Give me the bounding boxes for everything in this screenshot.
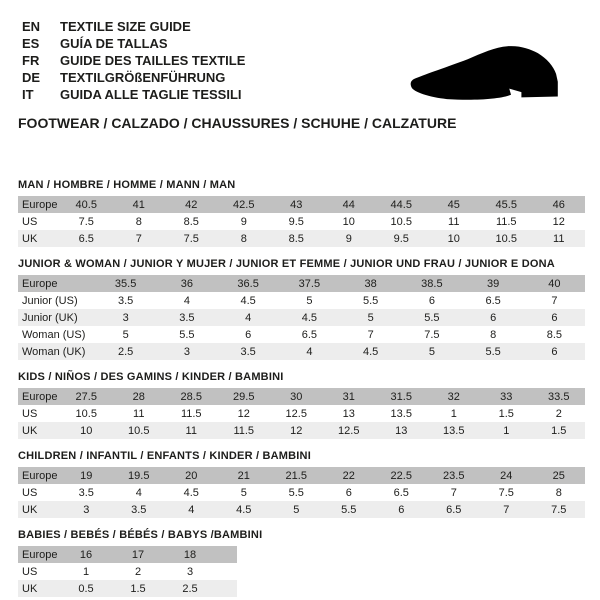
size-cell: 6: [345, 486, 352, 499]
table-row: [18, 292, 585, 309]
table-row: [18, 275, 585, 292]
size-cell: 9.5: [375, 230, 428, 247]
size-cell: 9.5: [288, 215, 304, 228]
size-cell: 28.5: [165, 388, 218, 405]
size-cell: 4: [218, 309, 279, 326]
language-code: DE: [22, 70, 41, 85]
language-label: GUIDE DES TAILLES TEXTILE: [60, 53, 246, 68]
table-row: [18, 230, 585, 247]
table-row: [18, 213, 585, 230]
size-cell: 3.5: [117, 294, 134, 307]
size-cell: 13.5: [390, 407, 412, 420]
size-cell: 1: [450, 407, 457, 420]
size-cell: 12.5: [285, 407, 307, 420]
table-row: [18, 196, 585, 213]
table-row: [18, 484, 585, 501]
size-cell: 4.5: [240, 294, 256, 307]
size-cell: 8.5: [546, 328, 563, 341]
size-cell: 10: [60, 422, 113, 439]
size-cell: 39: [463, 275, 524, 292]
size-cell: 6.5: [60, 230, 113, 247]
row-label: Woman (UK): [18, 343, 95, 360]
size-table-man: [18, 196, 585, 247]
size-cell: 23.5: [428, 467, 481, 484]
size-cell: 7.5: [424, 328, 440, 341]
size-cell: 45: [428, 196, 481, 213]
size-cell: 43: [270, 196, 323, 213]
size-cell: 7: [367, 328, 374, 341]
size-cell: 8: [555, 486, 562, 499]
size-cell: 5: [270, 501, 323, 518]
size-cell: 8: [135, 215, 142, 228]
size-cell: 10.5: [390, 215, 412, 228]
filler-cell: [216, 563, 237, 580]
size-cell: 8.5: [183, 215, 199, 228]
size-cell: 7: [551, 294, 558, 307]
size-cell: 5: [240, 486, 247, 499]
table-row: [18, 405, 585, 422]
size-cell: 4: [135, 486, 142, 499]
size-cell: 5.5: [323, 501, 376, 518]
size-cell: 11.5: [495, 215, 517, 228]
size-cell: 8.5: [270, 230, 323, 247]
size-cell: 38.5: [401, 275, 462, 292]
section-title: BABIES / BEBÉS / BÉBÉS / BABYS /BAMBINI: [18, 529, 263, 541]
section-title: CHILDREN / INFANTIL / ENFANTS / KINDER / BAMBINI: [18, 450, 311, 462]
row-label: Europe: [18, 467, 60, 484]
size-cell: 5.5: [288, 486, 304, 499]
size-cell: 20: [165, 467, 218, 484]
size-cell: 33.5: [533, 388, 586, 405]
row-label: US: [22, 407, 38, 420]
size-cell: 6: [524, 309, 585, 326]
size-cell: 7: [480, 501, 533, 518]
size-section-children: [18, 451, 585, 518]
size-cell: 4: [165, 501, 218, 518]
size-cell: 28: [113, 388, 166, 405]
size-section-babies: [18, 530, 585, 597]
section-title: MAN / HOMBRE / HOMME / MANN / MAN: [18, 179, 236, 191]
filler-cell: [216, 580, 237, 597]
size-cell: 4: [279, 343, 340, 360]
table-row: [18, 422, 585, 439]
size-cell: 12: [237, 407, 250, 420]
size-cell: 7: [113, 230, 166, 247]
language-label: GUÍA DE TALLAS: [60, 36, 168, 51]
size-cell: 2.5: [164, 580, 216, 597]
table-row: [18, 467, 585, 484]
size-cell: 7.5: [533, 501, 586, 518]
size-cell: 1.5: [533, 422, 586, 439]
size-cell: 42.5: [218, 196, 271, 213]
size-cell: 13: [375, 422, 428, 439]
row-label: Junior (US): [22, 294, 78, 307]
size-cell: 22: [323, 467, 376, 484]
language-code: IT: [22, 87, 34, 102]
size-cell: 21: [218, 467, 271, 484]
size-cell: 3: [60, 501, 113, 518]
size-cell: 22.5: [375, 467, 428, 484]
size-cell: 11.5: [180, 407, 202, 420]
size-cell: 3.5: [113, 501, 166, 518]
size-cell: 31.5: [375, 388, 428, 405]
size-cell: 40.5: [60, 196, 113, 213]
dress-shoe-icon: [396, 28, 574, 106]
size-cell: 31: [323, 388, 376, 405]
size-cell: 5.5: [463, 343, 524, 360]
size-cell: 1.5: [112, 580, 164, 597]
size-section-man: [18, 180, 585, 247]
size-cell: 3.5: [78, 486, 94, 499]
size-cell: 9: [323, 230, 376, 247]
size-cell: 3: [95, 309, 156, 326]
size-cell: 6.5: [428, 501, 481, 518]
size-cell: 5: [401, 343, 462, 360]
size-cell: 36.5: [218, 275, 279, 292]
language-label: GUIDA ALLE TAGLIE TESSILI: [60, 87, 242, 102]
size-cell: 2: [134, 565, 142, 578]
size-cell: 13: [342, 407, 355, 420]
size-cell: 44.5: [375, 196, 428, 213]
row-label: Europe: [18, 546, 60, 563]
size-cell: 33: [480, 388, 533, 405]
row-label: Europe: [18, 196, 60, 213]
size-cell: 24: [480, 467, 533, 484]
size-cell: 3.5: [218, 343, 279, 360]
size-cell: 11: [165, 422, 218, 439]
size-cell: 38: [340, 275, 401, 292]
size-cell: 4.5: [183, 486, 199, 499]
size-cell: 7.5: [498, 486, 514, 499]
table-row: [18, 546, 237, 563]
size-cell: 5: [122, 328, 129, 341]
size-cell: 6.5: [393, 486, 409, 499]
size-cell: 10.5: [113, 422, 166, 439]
size-cell: 19.5: [113, 467, 166, 484]
category-title: FOOTWEAR / CALZADO / CHAUSSURES / SCHUHE / CALZATURE: [18, 115, 457, 131]
size-section-kids: [18, 372, 585, 439]
size-cell: 1.5: [498, 407, 514, 420]
size-table-kids: [18, 388, 585, 439]
size-cell: 36: [156, 275, 217, 292]
size-cell: 10: [342, 215, 355, 228]
size-cell: 17: [112, 546, 164, 563]
row-label: US: [22, 215, 38, 228]
size-cell: 3.5: [156, 309, 217, 326]
section-title: KIDS / NIÑOS / DES GAMINS / KINDER / BAMBINI: [18, 371, 284, 383]
size-cell: 1: [480, 422, 533, 439]
size-tables-container: [18, 180, 585, 597]
size-cell: 32: [428, 388, 481, 405]
row-label: UK: [18, 580, 60, 597]
row-label: US: [22, 565, 38, 578]
section-title: JUNIOR & WOMAN / JUNIOR Y MUJER / JUNIOR ET FEMME / JUNIOR UND FRAU / JUNIOR E DONA: [18, 258, 555, 270]
size-cell: 45.5: [480, 196, 533, 213]
size-cell: 1: [82, 565, 90, 578]
size-cell: 7: [450, 486, 457, 499]
size-cell: 18: [164, 546, 216, 563]
size-cell: 6.5: [485, 294, 501, 307]
size-cell: 9: [240, 215, 247, 228]
size-cell: 6: [463, 309, 524, 326]
size-cell: 27.5: [60, 388, 113, 405]
size-cell: 29.5: [218, 388, 271, 405]
size-cell: 4.5: [340, 343, 401, 360]
size-cell: 8: [218, 230, 271, 247]
size-cell: 19: [60, 467, 113, 484]
size-cell: 12: [270, 422, 323, 439]
size-cell: 11: [448, 215, 460, 228]
size-cell: 42: [165, 196, 218, 213]
table-row: [18, 326, 585, 343]
table-row: [18, 580, 237, 597]
size-cell: 6: [428, 294, 435, 307]
size-cell: 7.5: [165, 230, 218, 247]
size-cell: 11.5: [218, 422, 271, 439]
row-label: Europe: [18, 388, 60, 405]
size-cell: 25: [533, 467, 586, 484]
language-code: ES: [22, 36, 40, 51]
size-cell: 7.5: [78, 215, 94, 228]
size-cell: 6: [524, 343, 585, 360]
size-cell: 16: [60, 546, 112, 563]
size-table-children: [18, 467, 585, 518]
size-cell: 30: [270, 388, 323, 405]
size-cell: 6.5: [301, 328, 318, 341]
size-cell: 4: [183, 294, 190, 307]
language-label: TEXTILGRÖßENFÜHRUNG: [60, 70, 226, 85]
row-label: UK: [18, 230, 60, 247]
row-label: Junior (UK): [18, 309, 95, 326]
size-cell: 37.5: [279, 275, 340, 292]
language-code: FR: [22, 53, 40, 68]
size-cell: 3: [156, 343, 217, 360]
filler-cell: [216, 546, 237, 563]
language-label: TEXTILE SIZE GUIDE: [60, 19, 191, 34]
size-cell: 10.5: [480, 230, 533, 247]
size-section-junior-woman: [18, 259, 585, 360]
table-row: [18, 501, 585, 518]
row-label: UK: [18, 422, 60, 439]
size-cell: 0.5: [60, 580, 112, 597]
size-cell: 41: [113, 196, 166, 213]
size-cell: 3: [186, 565, 194, 578]
size-cell: 5: [340, 309, 401, 326]
size-cell: 2: [555, 407, 562, 420]
size-cell: 13.5: [428, 422, 481, 439]
size-cell: 21.5: [270, 467, 323, 484]
size-cell: 6: [245, 328, 252, 341]
size-cell: 4.5: [218, 501, 271, 518]
language-code: EN: [22, 19, 41, 34]
row-label: UK: [18, 501, 60, 518]
size-cell: 10: [428, 230, 481, 247]
size-cell: 44: [323, 196, 376, 213]
row-label: Woman (US): [22, 328, 86, 341]
size-cell: 5: [306, 294, 313, 307]
row-label: US: [22, 486, 38, 499]
table-row: [18, 563, 237, 580]
size-cell: 4.5: [279, 309, 340, 326]
table-row: [18, 309, 585, 326]
size-cell: 12.5: [323, 422, 376, 439]
size-cell: 46: [533, 196, 586, 213]
size-cell: 5.5: [401, 309, 462, 326]
size-cell: 12: [552, 215, 565, 228]
row-label: Europe: [18, 275, 95, 292]
size-table-babies: [18, 546, 237, 597]
size-cell: 11: [133, 407, 145, 420]
size-cell: 40: [524, 275, 585, 292]
size-cell: 5.5: [179, 328, 195, 341]
size-cell: 2.5: [95, 343, 156, 360]
table-row: [18, 388, 585, 405]
size-cell: 35.5: [95, 275, 156, 292]
size-cell: 8: [490, 328, 497, 341]
size-cell: 10.5: [75, 407, 97, 420]
size-cell: 11: [533, 230, 586, 247]
table-row: [18, 343, 585, 360]
size-cell: 5.5: [362, 294, 379, 307]
size-table-junior-woman: [18, 275, 585, 360]
size-cell: 6: [375, 501, 428, 518]
